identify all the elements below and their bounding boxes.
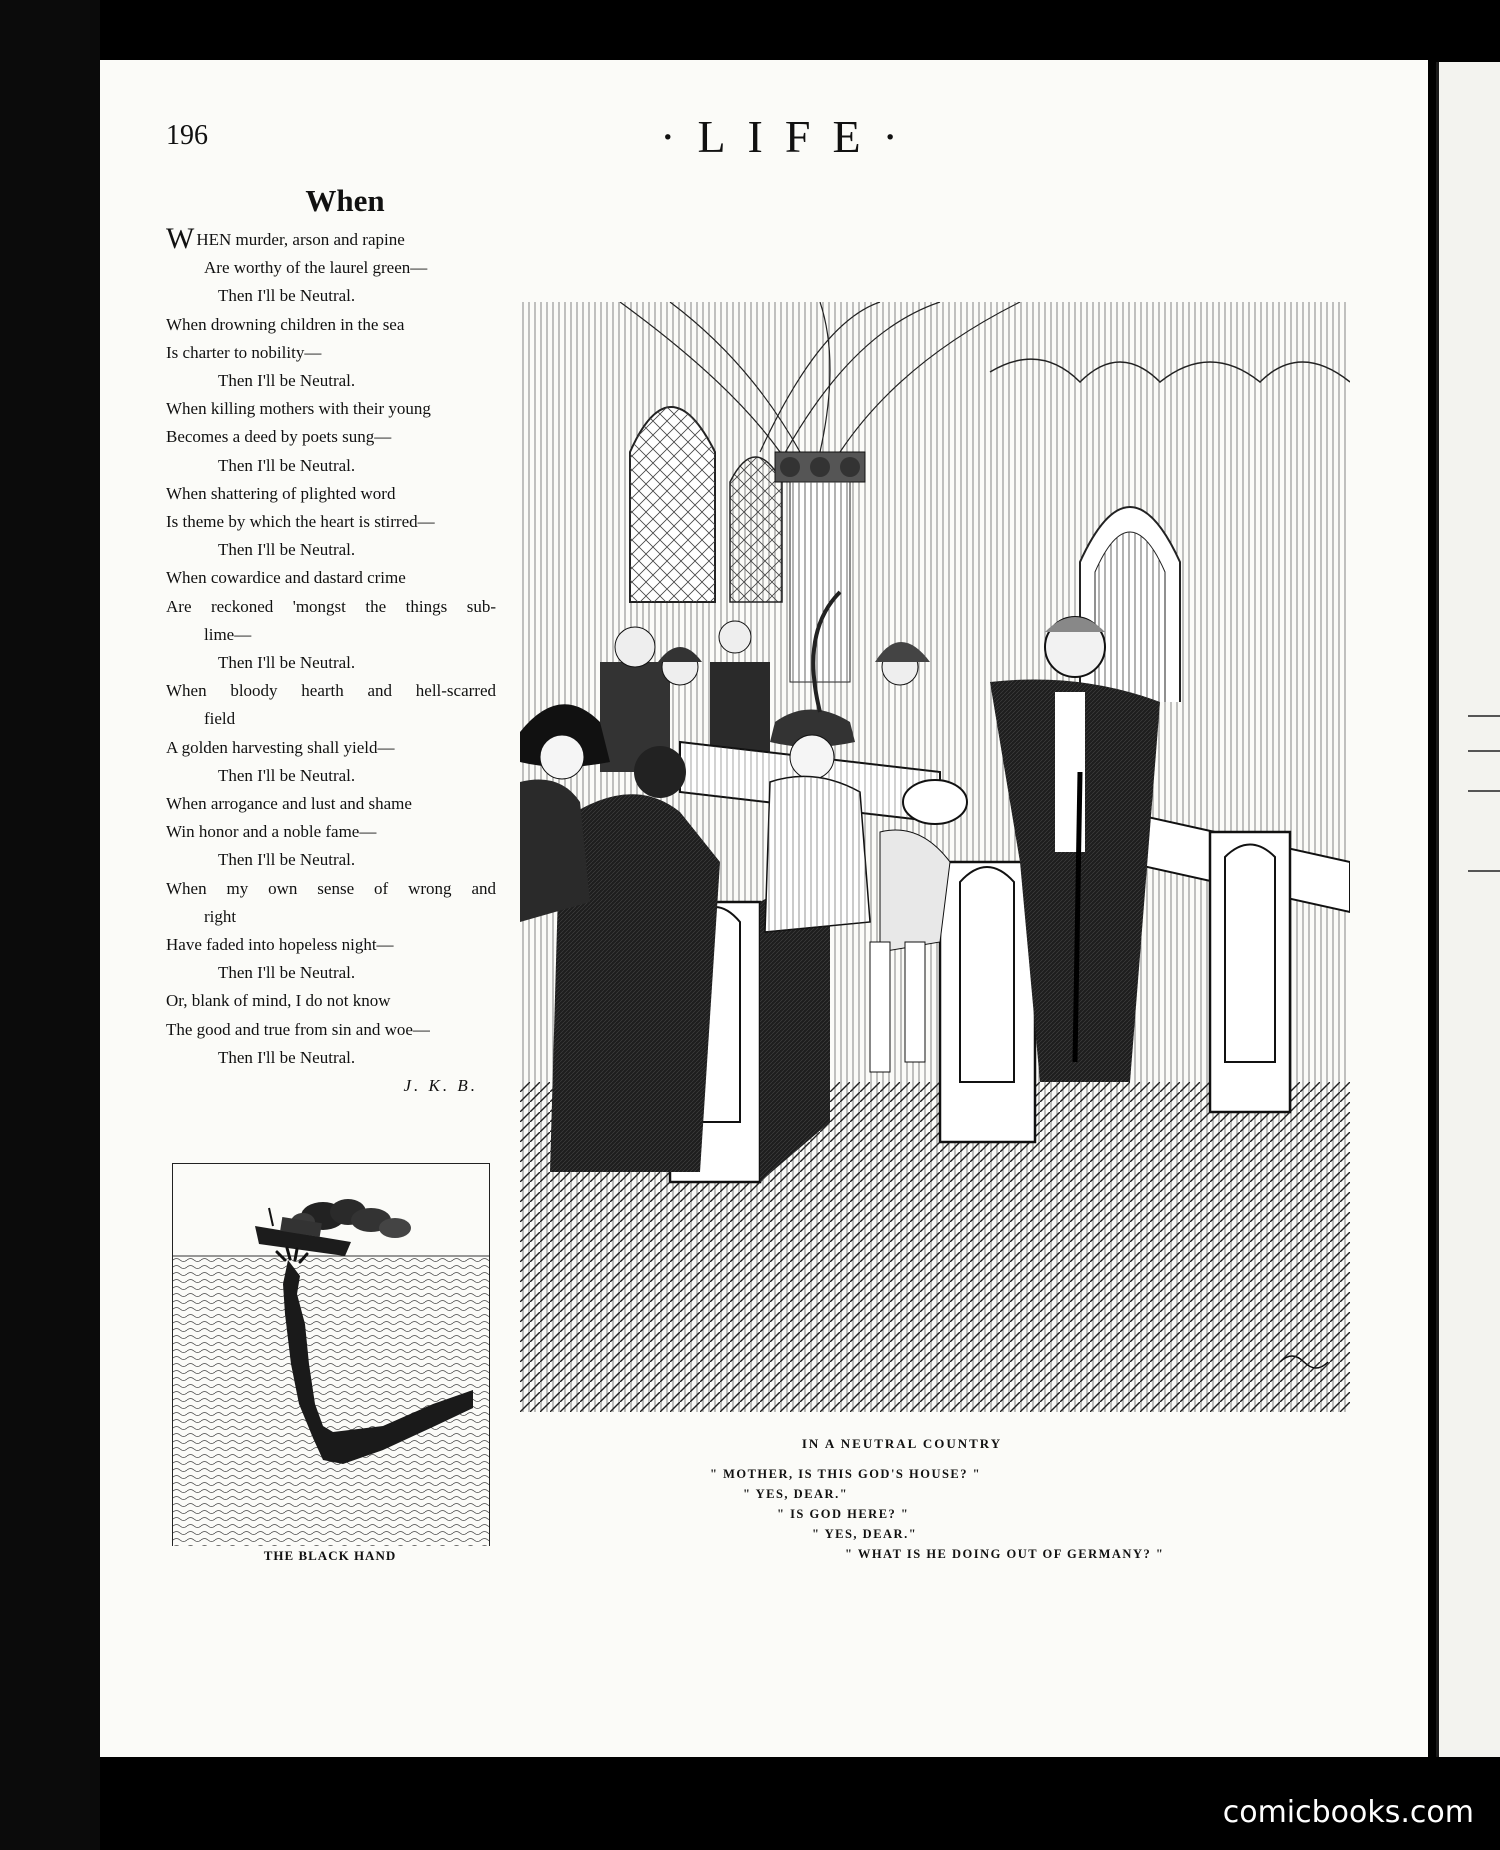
church-cartoon-illustration	[520, 302, 1350, 1412]
masthead: ·LIFE·	[660, 111, 920, 162]
poem-refrain: Then I'll be Neutral.	[218, 963, 356, 983]
site-watermark: comicbooks.com	[1222, 1795, 1474, 1830]
drop-cap: W	[166, 222, 195, 255]
poem-line: Or, blank of mind, I do not know	[166, 991, 391, 1011]
poem-line: When cowardice and dastard crime	[166, 568, 406, 588]
poem-line: lime—	[204, 624, 252, 644]
edge-mark	[1468, 715, 1500, 717]
black-hand-illustration	[172, 1163, 490, 1546]
poem-line: When arrogance and lust and shame	[166, 794, 412, 814]
poem-line: Is theme by which the heart is stirred—	[166, 512, 435, 532]
poem-line: Have faded into hopeless night—	[166, 935, 394, 955]
poem-line: When shattering of plighted word	[166, 483, 396, 503]
poem-line: Is charter to nobility—	[166, 342, 322, 362]
next-page-edge	[1436, 62, 1500, 1757]
poem-refrain: Then I'll be Neutral.	[218, 653, 356, 673]
scan-border	[0, 0, 100, 1850]
edge-mark	[1468, 870, 1500, 872]
poem-line: When drowning children in the sea	[166, 314, 405, 334]
poem-refrain: Then I'll be Neutral.	[218, 286, 356, 306]
poem-line: When my own sense of wrong and	[166, 878, 496, 898]
poem-line: The good and true from sin and woe—	[166, 1019, 430, 1039]
dialogue-line: " MOTHER, IS THIS GOD'S HOUSE? "	[710, 1467, 982, 1481]
page-number: 196	[166, 120, 208, 151]
black-hand-drawing	[173, 1164, 489, 1546]
poem-refrain: Then I'll be Neutral.	[218, 850, 356, 870]
dialogue-line: " WHAT IS HE DOING OUT OF GERMANY? "	[845, 1547, 1165, 1561]
poem-line: When killing mothers with their young	[166, 399, 431, 419]
poem-line: Win honor and a noble fame—	[166, 822, 377, 842]
poem-line: WHEN murder, arson and rapine	[166, 222, 405, 255]
poem-line: Becomes a deed by poets sung—	[166, 427, 392, 447]
poem-line: Are reckoned 'mongst the things sub-	[166, 596, 496, 616]
poem-title: When	[305, 183, 385, 218]
poem-refrain: Then I'll be Neutral.	[218, 765, 356, 785]
poem-line: field	[204, 709, 236, 729]
poem-refrain: Then I'll be Neutral.	[218, 540, 356, 560]
poem-line: When bloody hearth and hell-scarred	[166, 681, 496, 701]
cartoon-title: IN A NEUTRAL COUNTRY	[801, 1436, 1003, 1451]
dialogue-line: " YES, DEAR."	[812, 1527, 918, 1541]
poem-line: right	[204, 906, 237, 926]
poem-author: J. K. B.	[403, 1076, 478, 1096]
edge-mark	[1468, 750, 1500, 752]
black-hand-caption: THE BLACK HAND	[263, 1548, 397, 1563]
dialogue-line: " IS GOD HERE? "	[777, 1507, 910, 1521]
edge-mark	[1468, 790, 1500, 792]
poem-refrain: Then I'll be Neutral.	[218, 1047, 356, 1067]
poem-refrain: Then I'll be Neutral.	[218, 371, 356, 391]
poem-body	[166, 222, 496, 1100]
poem-line: Are worthy of the laurel green—	[204, 258, 428, 278]
dialogue-line: " YES, DEAR."	[743, 1487, 849, 1501]
poem-line: A golden harvesting shall yield—	[166, 737, 395, 757]
poem-refrain: Then I'll be Neutral.	[218, 455, 356, 475]
